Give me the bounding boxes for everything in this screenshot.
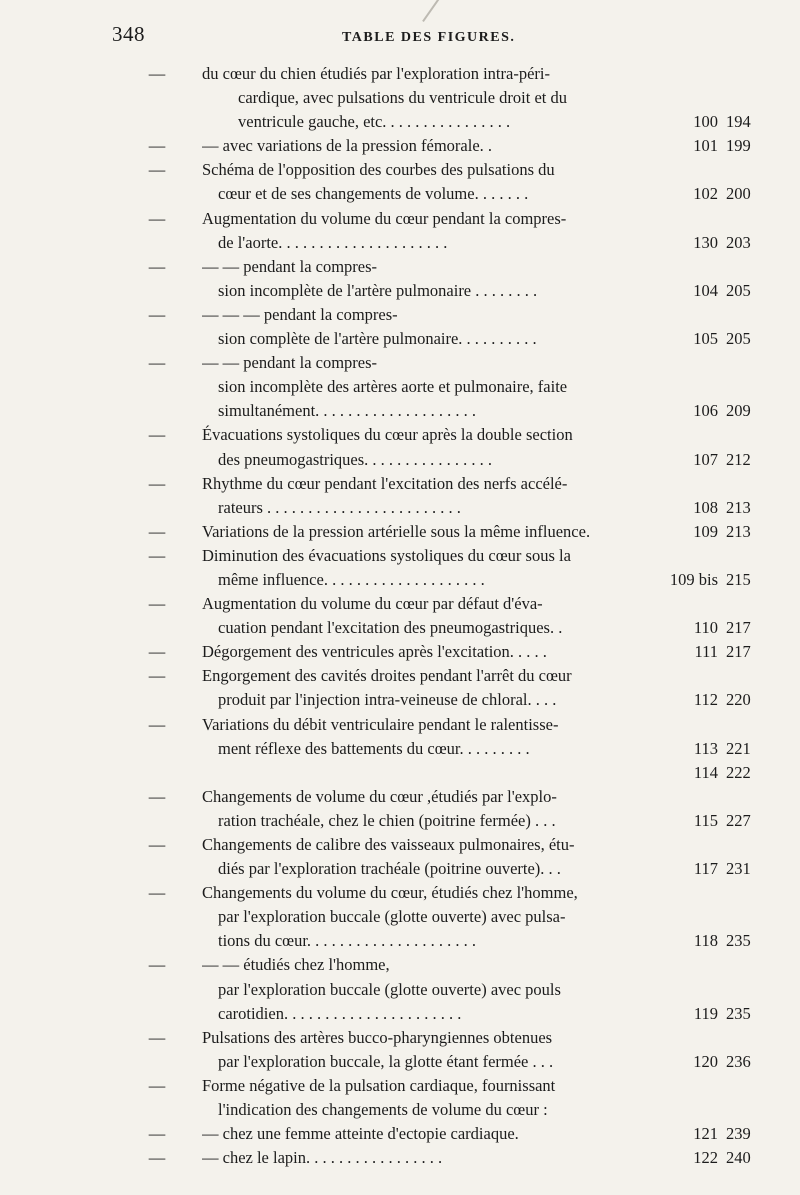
list-item bbox=[0, 1098, 800, 1122]
page-reference: 212 bbox=[726, 449, 751, 469]
page-reference: 222 bbox=[726, 762, 751, 782]
page-reference: 217 bbox=[726, 618, 751, 638]
figure-number: 112 bbox=[693, 690, 718, 710]
entry-text: par l'exploration buccale (glotte ouverte) avec pouls bbox=[218, 979, 561, 999]
figure-number: 110 bbox=[693, 618, 718, 638]
list-item bbox=[0, 1074, 800, 1098]
list-item bbox=[0, 472, 800, 496]
entry-text: produit par l'injection intra-veineuse de chloral. . . . bbox=[218, 690, 557, 710]
page-reference: 240 bbox=[726, 1148, 751, 1168]
entry-text: — — étudiés chez l'homme, bbox=[202, 955, 390, 975]
figure-table bbox=[0, 62, 800, 1170]
page-reference: 217 bbox=[726, 642, 751, 662]
figure-number: 119 bbox=[693, 1003, 718, 1023]
figure-number: 104 bbox=[693, 280, 718, 300]
list-item bbox=[0, 375, 800, 399]
entry-text: cuation pendant l'excitation des pneumogastriques. . bbox=[218, 618, 563, 638]
list-item bbox=[0, 351, 800, 375]
entry-text: sion complète de l'artère pulmonaire. . . . . . . . . . bbox=[218, 329, 537, 349]
entry-text: Changements du volume du cœur, étudiés chez l'homme, bbox=[202, 883, 578, 903]
list-item bbox=[0, 833, 800, 857]
entry-text: — — pendant la compres- bbox=[202, 256, 378, 276]
list-item bbox=[0, 158, 800, 182]
list-item bbox=[0, 929, 800, 953]
entry-text: l'indication des changements de volume du cœur : bbox=[218, 1100, 548, 1120]
list-item bbox=[0, 592, 800, 616]
list-item bbox=[0, 809, 800, 833]
entry-text: Augmentation du volume du cœur par défaut d'éva- bbox=[202, 594, 543, 614]
entry-text: tions du cœur. . . . . . . . . . . . . . . . . . . . . bbox=[218, 931, 477, 951]
entry-text: Évacuations systoliques du cœur après la double section bbox=[202, 425, 573, 445]
entry-text: diés par l'exploration trachéale (poitrine ouverte). . . bbox=[218, 859, 561, 879]
figure-number: 106 bbox=[693, 401, 718, 421]
list-item bbox=[0, 616, 800, 640]
figure-number: 130 bbox=[693, 232, 718, 252]
entry-dash: — bbox=[148, 594, 166, 614]
list-item bbox=[0, 1146, 800, 1170]
entry-dash: — bbox=[148, 1148, 166, 1168]
list-item bbox=[0, 761, 800, 785]
page-reference: 239 bbox=[726, 1124, 751, 1144]
list-item bbox=[0, 640, 800, 664]
page-reference: 203 bbox=[726, 232, 751, 252]
page-reference: 205 bbox=[726, 280, 751, 300]
list-item bbox=[0, 953, 800, 977]
list-item bbox=[0, 905, 800, 929]
list-item bbox=[0, 544, 800, 568]
figure-number: 118 bbox=[693, 931, 718, 951]
entry-text: Changements de calibre des vaisseaux pulmonaires, étu- bbox=[202, 835, 575, 854]
entry-text: Schéma de l'opposition des courbes des pulsations du bbox=[202, 160, 555, 180]
figure-number: 102 bbox=[693, 184, 718, 204]
list-item bbox=[0, 327, 800, 351]
page-reference: 235 bbox=[726, 931, 751, 951]
entry-dash: — bbox=[148, 666, 166, 686]
entry-text: Augmentation du volume du cœur pendant la compres- bbox=[202, 208, 567, 228]
entry-dash: — bbox=[148, 473, 166, 493]
figure-number: 105 bbox=[693, 329, 718, 349]
entry-dash: — bbox=[148, 304, 166, 324]
page-reference: 236 bbox=[726, 1051, 751, 1071]
list-item bbox=[0, 207, 800, 231]
entry-dash: — bbox=[148, 545, 166, 565]
figure-number: 111 bbox=[694, 642, 718, 662]
page-reference: 227 bbox=[726, 810, 751, 830]
entry-text: Pulsations des artères bucco-pharyngiennes obtenues bbox=[202, 1027, 553, 1047]
figure-number: 100 bbox=[693, 112, 718, 132]
list-item bbox=[0, 664, 800, 688]
entry-text: Dégorgement des ventricules après l'excitation. . . . . bbox=[202, 642, 547, 662]
entry-dash: — bbox=[148, 1124, 166, 1144]
list-item bbox=[0, 1050, 800, 1074]
figure-number: 109 bis bbox=[669, 569, 718, 589]
list-item bbox=[0, 182, 800, 206]
page-reference: 199 bbox=[726, 136, 751, 156]
entry-dash: — bbox=[148, 353, 166, 373]
page-number: 348 bbox=[112, 22, 145, 46]
figure-number: 121 bbox=[693, 1124, 718, 1144]
list-item bbox=[0, 399, 800, 423]
entry-dash: — bbox=[148, 642, 166, 662]
list-item bbox=[0, 496, 800, 520]
list-item bbox=[0, 110, 800, 134]
page-reference: 221 bbox=[726, 738, 751, 758]
list-item bbox=[0, 448, 800, 472]
entry-text: ment réflexe des battements du cœur. . . . . . . . . bbox=[218, 738, 530, 758]
entry-text: — — — pendant la compres- bbox=[202, 304, 398, 324]
list-item bbox=[0, 1122, 800, 1146]
entry-dash: — bbox=[148, 955, 166, 975]
entry-text: cardique, avec pulsations du ventricule droit et du bbox=[238, 88, 567, 108]
entry-text: du cœur du chien étudiés par l'exploration intra-péri- bbox=[202, 64, 550, 83]
figure-number: 108 bbox=[693, 497, 718, 517]
entry-text: Diminution des évacuations systoliques du cœur sous la bbox=[202, 545, 571, 565]
figure-number: 109 bbox=[693, 521, 718, 541]
entry-text: Variations de la pression artérielle sous la même influence. bbox=[202, 521, 591, 541]
entry-text: même influence. . . . . . . . . . . . . . . . . . . . bbox=[218, 569, 485, 589]
entry-dash: — bbox=[148, 425, 166, 445]
figure-number: 107 bbox=[693, 449, 718, 469]
entry-dash: — bbox=[148, 521, 166, 541]
list-item bbox=[0, 568, 800, 592]
list-item bbox=[0, 279, 800, 303]
list-item bbox=[0, 520, 800, 544]
entry-text: — avec variations de la pression fémorale. . bbox=[202, 136, 493, 156]
page-reference: 213 bbox=[726, 497, 751, 517]
figure-number: 122 bbox=[693, 1148, 718, 1168]
entry-text: des pneumogastriques. . . . . . . . . . . . . . . . bbox=[218, 449, 493, 469]
entry-text: Forme négative de la pulsation cardiaque, fournissant bbox=[202, 1075, 556, 1095]
entry-text: ventricule gauche, etc. . . . . . . . . . . . . . . . bbox=[238, 112, 511, 132]
figure-number: 113 bbox=[693, 738, 718, 758]
entry-text: rateurs . . . . . . . . . . . . . . . . . . . . . . . . bbox=[218, 497, 461, 517]
entry-text: carotidien. . . . . . . . . . . . . . . . . . . . . . bbox=[218, 1003, 462, 1023]
entry-dash: — bbox=[148, 1075, 166, 1095]
page-reference: 220 bbox=[726, 690, 751, 710]
running-header: TABLE DES FIGURES. bbox=[342, 30, 516, 45]
figure-number: 114 bbox=[693, 762, 718, 782]
figure-number: 120 bbox=[693, 1051, 718, 1071]
list-item bbox=[0, 1002, 800, 1026]
list-item bbox=[0, 62, 800, 86]
list-item bbox=[0, 785, 800, 809]
list-item bbox=[0, 231, 800, 255]
entry-text: — chez une femme atteinte d'ectopie cardiaque. bbox=[202, 1124, 519, 1144]
list-item bbox=[0, 134, 800, 158]
entry-text: sion incomplète de l'artère pulmonaire . . . . . . . . bbox=[218, 280, 538, 300]
entry-dash: — bbox=[148, 883, 166, 903]
entry-dash: — bbox=[148, 208, 166, 228]
list-item bbox=[0, 255, 800, 279]
page-reference: 235 bbox=[726, 1003, 751, 1023]
entry-text: simultanément. . . . . . . . . . . . . . . . . . . . bbox=[218, 401, 477, 421]
list-item bbox=[0, 423, 800, 447]
entry-text: par l'exploration buccale (glotte ouverte) avec pulsa- bbox=[218, 907, 566, 927]
list-item bbox=[0, 688, 800, 712]
entry-dash: — bbox=[148, 786, 166, 806]
entry-text: sion incomplète des artères aorte et pulmonaire, faite bbox=[218, 377, 568, 397]
figure-number: 115 bbox=[693, 810, 718, 830]
entry-text: ration trachéale, chez le chien (poitrine fermée) . . . bbox=[218, 810, 556, 830]
entry-text: Changements de volume du cœur ,étudiés par l'explo- bbox=[202, 786, 557, 806]
list-item bbox=[0, 737, 800, 761]
entry-text: Rhythme du cœur pendant l'excitation des nerfs accélé- bbox=[202, 473, 568, 493]
entry-text: de l'aorte. . . . . . . . . . . . . . . . . . . . . bbox=[218, 232, 448, 252]
list-item bbox=[0, 303, 800, 327]
list-item bbox=[0, 978, 800, 1002]
entry-text: par l'exploration buccale, la glotte étant fermée . . . bbox=[218, 1051, 554, 1071]
entry-dash: — bbox=[148, 256, 166, 276]
entry-text: cœur et de ses changements de volume. . . . . . . bbox=[218, 184, 529, 204]
entry-text: Variations du débit ventriculaire pendant le ralentisse- bbox=[202, 714, 559, 734]
page-reference: 194 bbox=[726, 112, 751, 132]
entry-dash: — bbox=[148, 64, 166, 83]
page-reference: 213 bbox=[726, 521, 751, 541]
page-reference: 205 bbox=[726, 329, 751, 349]
entry-text: — — pendant la compres- bbox=[202, 353, 378, 373]
entry-dash: — bbox=[148, 136, 166, 156]
entry-dash: — bbox=[148, 835, 166, 854]
entry-text: — chez le lapin. . . . . . . . . . . . . . . . . bbox=[202, 1148, 443, 1168]
list-item bbox=[0, 881, 800, 905]
figure-number: 101 bbox=[693, 136, 718, 156]
page-reference: 209 bbox=[726, 401, 751, 421]
entry-dash: — bbox=[148, 160, 166, 180]
list-item bbox=[0, 86, 800, 110]
figure-number: 117 bbox=[693, 859, 718, 879]
page-reference: 200 bbox=[726, 184, 751, 204]
page-reference: 215 bbox=[726, 569, 751, 589]
entry-dash: — bbox=[148, 1027, 166, 1047]
entry-text: Engorgement des cavités droites pendant l'arrêt du cœur bbox=[202, 666, 572, 686]
page-edge-mark bbox=[422, 0, 440, 22]
list-item bbox=[0, 713, 800, 737]
page-reference: 231 bbox=[726, 859, 751, 879]
list-item bbox=[0, 857, 800, 881]
entry-dash: — bbox=[148, 714, 166, 734]
list-item bbox=[0, 1026, 800, 1050]
